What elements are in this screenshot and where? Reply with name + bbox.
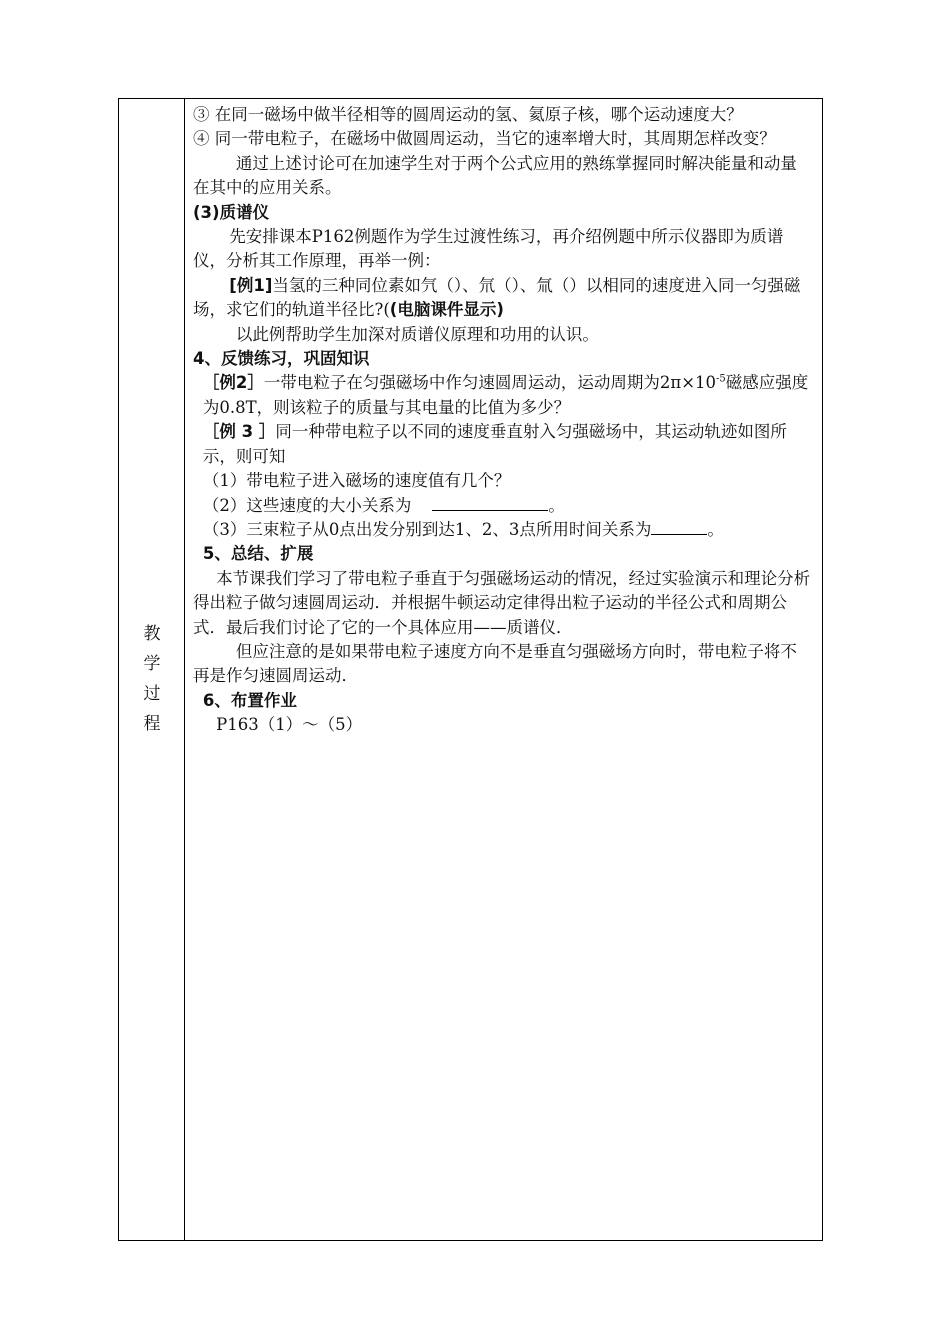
summary-paragraph-1-text: 本节课我们学习了带电粒子垂直于匀强磁场运动的情况，经过实验演示和理论分析得出粒子做匀速圆周运动．并根据牛顿运动定律得出粒子运动的半径公式和周期公式．最后我们讨论了它的一个具体应用——质谱仪．	[193, 568, 811, 637]
example-3-q3	[193, 518, 813, 542]
example-3-q3-text: （3）三束粒子从0点出发分别到达1、2、3点所用时间关系为	[202, 519, 652, 539]
homework-text: P163（1）～（5）	[216, 715, 363, 735]
discussion-summary: 通过上述讨论可在加速学生对于两个公式应用的熟练掌握同时解决能量和动量在其中的应用关系。	[193, 153, 797, 198]
example-3-tag: ［例 3 ］	[202, 422, 276, 442]
teaching-process-label	[119, 619, 185, 739]
label-char: 过	[143, 684, 161, 704]
heading-homework: 6、布置作业	[202, 690, 297, 710]
heading-feedback: 4、反馈练习，巩固知识	[193, 349, 370, 369]
example-1-note-bold: (电脑课件显示)	[389, 300, 504, 320]
question-4: ④ 同一带电粒子，在磁场中做圆周运动，当它的速率增大时，其周期怎样改变？	[193, 129, 776, 149]
example-2-exponent: -5	[716, 373, 726, 385]
example-3-q1: （1）带电粒子进入磁场的速度值有几个？	[202, 471, 511, 491]
example-3-q2-text: （2）这些速度的大小关系为	[202, 495, 412, 515]
example-1-note: 以此例帮助学生加深对质谱仪原理和功用的认识。	[235, 324, 599, 344]
example-2-text-a: 一带电粒子在匀强磁场中作匀速圆周运动，运动周期为2π×10	[263, 373, 717, 393]
summary-paragraph-2: 但应注意的是如果带电粒子速度方向不是垂直匀强磁场方向时，带电粒子将不再是作匀速圆周运动．	[193, 641, 797, 686]
content-cell	[193, 103, 813, 738]
heading-mass-spectrometer: (3)质谱仪	[193, 202, 270, 222]
example-2	[193, 371, 813, 420]
label-char: 学	[143, 654, 161, 674]
answer-blank	[432, 496, 548, 511]
label-char: 程	[143, 714, 161, 734]
example-1-tag: [例1]	[229, 275, 273, 295]
example-1-text: 当氢的三种同位素如氕（）、氘（）、氚（）以相同的速度进入同一匀强磁场，求它们的轨道半径比?(	[193, 275, 801, 320]
example-3-text: 同一种带电粒子以不同的速度垂直射入匀强磁场中，其运动轨迹如图所示，则可知	[202, 422, 787, 466]
example-3-q3-end: 。	[707, 519, 724, 539]
heading-summary: 5、总结、扩展	[202, 544, 314, 564]
label-char: 教	[143, 624, 161, 644]
example-3-q2-end: 。	[548, 495, 565, 515]
mass-spec-intro: 先安排课本P162例题作为学生过渡性练习，再介绍例题中所示仪器即为质谱仪，分析其工作原理，再举一例：	[193, 227, 784, 271]
example-3-q2	[193, 494, 813, 518]
answer-blank	[651, 520, 707, 535]
example-1	[193, 274, 813, 323]
label-column	[119, 99, 185, 1240]
summary-paragraph-1	[193, 567, 813, 640]
example-3	[193, 420, 813, 469]
lesson-table	[118, 98, 823, 1241]
example-2-text-b: 磁感应强度为0.8T，则该粒子的质量与其电量的比值为多少？	[202, 373, 809, 417]
example-2-tag: ［例2］	[202, 373, 264, 393]
question-3: ③ 在同一磁场中做半径相等的圆周运动的氢、氦原子核，哪个运动速度大？	[193, 105, 743, 124]
